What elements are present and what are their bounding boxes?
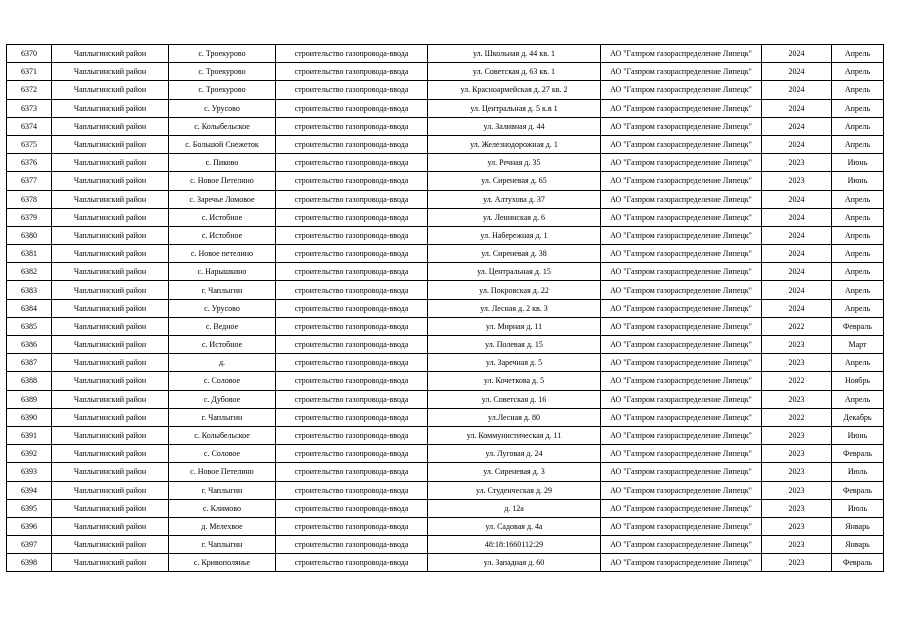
- organization-cell: АО "Газпром газораспределение Липецк": [601, 117, 762, 135]
- month-cell: Апрель: [832, 81, 884, 99]
- year-cell: 2024: [762, 99, 832, 117]
- organization-cell: АО "Газпром газораспределение Липецк": [601, 281, 762, 299]
- year-cell: 2022: [762, 372, 832, 390]
- district-cell: Чаплыгинский район: [52, 463, 169, 481]
- table-row: [7, 517, 884, 535]
- row-number-cell: 6389: [7, 390, 52, 408]
- organization-cell: АО "Газпром газораспределение Липецк": [601, 154, 762, 172]
- work-type-cell: строительство газопровода-ввода: [276, 63, 428, 81]
- work-type-cell: строительство газопровода-ввода: [276, 281, 428, 299]
- district-cell: Чаплыгинский район: [52, 81, 169, 99]
- table-row: [7, 426, 884, 444]
- district-cell: Чаплыгинский район: [52, 481, 169, 499]
- work-type-cell: строительство газопровода-ввода: [276, 426, 428, 444]
- work-type-cell: строительство газопровода-ввода: [276, 390, 428, 408]
- year-cell: 2024: [762, 117, 832, 135]
- work-type-cell: строительство газопровода-ввода: [276, 336, 428, 354]
- locality-cell: с. Кривополянье: [169, 554, 276, 572]
- year-cell: 2023: [762, 536, 832, 554]
- table-row: [7, 172, 884, 190]
- district-cell: Чаплыгинский район: [52, 245, 169, 263]
- month-cell: Апрель: [832, 99, 884, 117]
- work-type-cell: строительство газопровода-ввода: [276, 190, 428, 208]
- month-cell: Декабрь: [832, 408, 884, 426]
- address-cell: ул. Полевая д. 15: [428, 336, 601, 354]
- row-number-cell: 6371: [7, 63, 52, 81]
- table-row: [7, 208, 884, 226]
- table-row: [7, 226, 884, 244]
- work-type-cell: строительство газопровода-ввода: [276, 463, 428, 481]
- month-cell: Июнь: [832, 154, 884, 172]
- organization-cell: АО "Газпром газораспределение Липецк": [601, 463, 762, 481]
- address-cell: ул. Заречная д. 5: [428, 354, 601, 372]
- month-cell: Январь: [832, 536, 884, 554]
- district-cell: Чаплыгинский район: [52, 517, 169, 535]
- month-cell: Июль: [832, 463, 884, 481]
- month-cell: Февраль: [832, 445, 884, 463]
- row-number-cell: 6372: [7, 81, 52, 99]
- locality-cell: с. Климово: [169, 499, 276, 517]
- organization-cell: АО "Газпром газораспределение Липецк": [601, 372, 762, 390]
- locality-cell: с. Дубовое: [169, 390, 276, 408]
- address-cell: ул. Советская д. 63 кв. 1: [428, 63, 601, 81]
- district-cell: Чаплыгинский район: [52, 426, 169, 444]
- organization-cell: АО "Газпром газораспределение Липецк": [601, 226, 762, 244]
- year-cell: 2024: [762, 263, 832, 281]
- address-cell: ул. Западная д. 60: [428, 554, 601, 572]
- row-number-cell: 6384: [7, 299, 52, 317]
- organization-cell: АО "Газпром газораспределение Липецк": [601, 63, 762, 81]
- row-number-cell: 6386: [7, 336, 52, 354]
- district-cell: Чаплыгинский район: [52, 154, 169, 172]
- district-cell: Чаплыгинский район: [52, 336, 169, 354]
- row-number-cell: 6378: [7, 190, 52, 208]
- address-cell: ул. Центральная д. 15: [428, 263, 601, 281]
- table-row: [7, 190, 884, 208]
- address-cell: ул. Алтухова д. 37: [428, 190, 601, 208]
- month-cell: Апрель: [832, 208, 884, 226]
- month-cell: Апрель: [832, 245, 884, 263]
- locality-cell: с. Пиково: [169, 154, 276, 172]
- year-cell: 2023: [762, 445, 832, 463]
- row-number-cell: 6380: [7, 226, 52, 244]
- work-type-cell: строительство газопровода-ввода: [276, 172, 428, 190]
- locality-cell: с. Урусово: [169, 99, 276, 117]
- address-cell: ул. Луговая д. 24: [428, 445, 601, 463]
- locality-cell: с. Колыбельское: [169, 426, 276, 444]
- work-type-cell: строительство газопровода-ввода: [276, 135, 428, 153]
- year-cell: 2024: [762, 299, 832, 317]
- row-number-cell: 6390: [7, 408, 52, 426]
- organization-cell: АО "Газпром газораспределение Липецк": [601, 317, 762, 335]
- address-cell: ул. Набережная д. 1: [428, 226, 601, 244]
- address-cell: ул. Коммунистическая д. 11: [428, 426, 601, 444]
- work-type-cell: строительство газопровода-ввода: [276, 99, 428, 117]
- work-type-cell: строительство газопровода-ввода: [276, 263, 428, 281]
- year-cell: 2024: [762, 281, 832, 299]
- district-cell: Чаплыгинский район: [52, 135, 169, 153]
- month-cell: Апрель: [832, 63, 884, 81]
- address-cell: ул. Покровская д. 22: [428, 281, 601, 299]
- district-cell: Чаплыгинский район: [52, 445, 169, 463]
- year-cell: 2024: [762, 190, 832, 208]
- year-cell: 2023: [762, 517, 832, 535]
- month-cell: Апрель: [832, 281, 884, 299]
- month-cell: Июль: [832, 499, 884, 517]
- district-cell: Чаплыгинский район: [52, 208, 169, 226]
- locality-cell: г. Чаплыгин: [169, 281, 276, 299]
- row-number-cell: 6387: [7, 354, 52, 372]
- year-cell: 2022: [762, 317, 832, 335]
- table-row: [7, 45, 884, 63]
- organization-cell: АО "Газпром газораспределение Липецк": [601, 445, 762, 463]
- row-number-cell: 6383: [7, 281, 52, 299]
- row-number-cell: 6391: [7, 426, 52, 444]
- locality-cell: с. Заречье Ломовое: [169, 190, 276, 208]
- address-cell: ул. Ленинская д. 6: [428, 208, 601, 226]
- organization-cell: АО "Газпром газораспределение Липецк": [601, 263, 762, 281]
- district-cell: Чаплыгинский район: [52, 317, 169, 335]
- district-cell: Чаплыгинский район: [52, 117, 169, 135]
- address-cell: ул. Кочеткова д. 5: [428, 372, 601, 390]
- locality-cell: с. Соловое: [169, 445, 276, 463]
- row-number-cell: 6381: [7, 245, 52, 263]
- district-cell: Чаплыгинский район: [52, 554, 169, 572]
- address-cell: ул. Сиреневая д. 38: [428, 245, 601, 263]
- month-cell: Апрель: [832, 45, 884, 63]
- month-cell: Апрель: [832, 354, 884, 372]
- work-type-cell: строительство газопровода-ввода: [276, 372, 428, 390]
- address-cell: ул. Лесная д. 2 кв. 3: [428, 299, 601, 317]
- locality-cell: с. Большой Снежеток: [169, 135, 276, 153]
- month-cell: Апрель: [832, 263, 884, 281]
- table-row: [7, 481, 884, 499]
- year-cell: 2024: [762, 135, 832, 153]
- locality-cell: с. Новое петелино: [169, 245, 276, 263]
- organization-cell: АО "Газпром газораспределение Липецк": [601, 554, 762, 572]
- table-row: [7, 445, 884, 463]
- district-cell: Чаплыгинский район: [52, 190, 169, 208]
- address-cell: 48:18:1660112:29: [428, 536, 601, 554]
- organization-cell: АО "Газпром газораспределение Липецк": [601, 190, 762, 208]
- locality-cell: с. Нарышкино: [169, 263, 276, 281]
- locality-cell: д.: [169, 354, 276, 372]
- month-cell: Февраль: [832, 554, 884, 572]
- table-row: [7, 372, 884, 390]
- district-cell: Чаплыгинский район: [52, 281, 169, 299]
- address-cell: ул. Железнодорожная д. 1: [428, 135, 601, 153]
- work-type-cell: строительство газопровода-ввода: [276, 536, 428, 554]
- address-cell: ул. Садовая д. 4а: [428, 517, 601, 535]
- row-number-cell: 6373: [7, 99, 52, 117]
- locality-cell: с. Троекурово: [169, 81, 276, 99]
- table-body: [7, 45, 884, 572]
- row-number-cell: 6370: [7, 45, 52, 63]
- table-row: [7, 245, 884, 263]
- month-cell: Апрель: [832, 135, 884, 153]
- organization-cell: АО "Газпром газораспределение Липецк": [601, 172, 762, 190]
- row-number-cell: 6377: [7, 172, 52, 190]
- organization-cell: АО "Газпром газораспределение Липецк": [601, 536, 762, 554]
- month-cell: Апрель: [832, 299, 884, 317]
- locality-cell: с. Новое Петелино: [169, 172, 276, 190]
- row-number-cell: 6395: [7, 499, 52, 517]
- district-cell: Чаплыгинский район: [52, 499, 169, 517]
- table-row: [7, 263, 884, 281]
- work-type-cell: строительство газопровода-ввода: [276, 481, 428, 499]
- year-cell: 2023: [762, 172, 832, 190]
- month-cell: Апрель: [832, 226, 884, 244]
- organization-cell: АО "Газпром газораспределение Липецк": [601, 81, 762, 99]
- locality-cell: с. Урусово: [169, 299, 276, 317]
- work-type-cell: строительство газопровода-ввода: [276, 245, 428, 263]
- table-row: [7, 390, 884, 408]
- address-cell: ул. Школьная д. 44 кв. 1: [428, 45, 601, 63]
- gas-connection-table: [6, 44, 884, 572]
- year-cell: 2024: [762, 226, 832, 244]
- locality-cell: г. Чаплыгин: [169, 408, 276, 426]
- locality-cell: г. Чаплыгин: [169, 536, 276, 554]
- row-number-cell: 6397: [7, 536, 52, 554]
- year-cell: 2023: [762, 463, 832, 481]
- year-cell: 2023: [762, 481, 832, 499]
- address-cell: ул. Красноармейская д. 27 кв. 2: [428, 81, 601, 99]
- address-cell: ул. Советская д. 16: [428, 390, 601, 408]
- table-row: [7, 99, 884, 117]
- month-cell: Июнь: [832, 426, 884, 444]
- address-cell: ул. Речная д. 35: [428, 154, 601, 172]
- table-row: [7, 554, 884, 572]
- locality-cell: с. Новое Петелино: [169, 463, 276, 481]
- locality-cell: с. Троекурово: [169, 45, 276, 63]
- district-cell: Чаплыгинский район: [52, 172, 169, 190]
- row-number-cell: 6379: [7, 208, 52, 226]
- table-row: [7, 63, 884, 81]
- year-cell: 2023: [762, 390, 832, 408]
- work-type-cell: строительство газопровода-ввода: [276, 499, 428, 517]
- year-cell: 2023: [762, 499, 832, 517]
- table-row: [7, 463, 884, 481]
- district-cell: Чаплыгинский район: [52, 536, 169, 554]
- organization-cell: АО "Газпром газораспределение Липецк": [601, 426, 762, 444]
- district-cell: Чаплыгинский район: [52, 372, 169, 390]
- row-number-cell: 6396: [7, 517, 52, 535]
- row-number-cell: 6393: [7, 463, 52, 481]
- work-type-cell: строительство газопровода-ввода: [276, 354, 428, 372]
- work-type-cell: строительство газопровода-ввода: [276, 117, 428, 135]
- organization-cell: АО "Газпром газораспределение Липецк": [601, 45, 762, 63]
- year-cell: 2023: [762, 154, 832, 172]
- address-cell: ул. Заливная д. 44: [428, 117, 601, 135]
- address-cell: ул. Сиреневая д. 65: [428, 172, 601, 190]
- locality-cell: г. Чаплыгин: [169, 481, 276, 499]
- month-cell: Январь: [832, 517, 884, 535]
- table-row: [7, 154, 884, 172]
- work-type-cell: строительство газопровода-ввода: [276, 299, 428, 317]
- work-type-cell: строительство газопровода-ввода: [276, 445, 428, 463]
- month-cell: Апрель: [832, 190, 884, 208]
- work-type-cell: строительство газопровода-ввода: [276, 554, 428, 572]
- table-row: [7, 536, 884, 554]
- row-number-cell: 6388: [7, 372, 52, 390]
- organization-cell: АО "Газпром газораспределение Липецк": [601, 135, 762, 153]
- work-type-cell: строительство газопровода-ввода: [276, 517, 428, 535]
- table-row: [7, 281, 884, 299]
- year-cell: 2024: [762, 245, 832, 263]
- row-number-cell: 6375: [7, 135, 52, 153]
- row-number-cell: 6398: [7, 554, 52, 572]
- row-number-cell: 6376: [7, 154, 52, 172]
- year-cell: 2023: [762, 354, 832, 372]
- work-type-cell: строительство газопровода-ввода: [276, 226, 428, 244]
- table-row: [7, 499, 884, 517]
- organization-cell: АО "Газпром газораспределение Липецк": [601, 408, 762, 426]
- organization-cell: АО "Газпром газораспределение Липецк": [601, 99, 762, 117]
- table-row: [7, 408, 884, 426]
- month-cell: Июнь: [832, 172, 884, 190]
- district-cell: Чаплыгинский район: [52, 263, 169, 281]
- row-number-cell: 6394: [7, 481, 52, 499]
- locality-cell: д. Мелехвое: [169, 517, 276, 535]
- year-cell: 2023: [762, 426, 832, 444]
- organization-cell: АО "Газпром газораспределение Липецк": [601, 517, 762, 535]
- district-cell: Чаплыгинский район: [52, 390, 169, 408]
- year-cell: 2023: [762, 554, 832, 572]
- month-cell: Апрель: [832, 390, 884, 408]
- month-cell: Март: [832, 336, 884, 354]
- organization-cell: АО "Газпром газораспределение Липецк": [601, 390, 762, 408]
- work-type-cell: строительство газопровода-ввода: [276, 317, 428, 335]
- organization-cell: АО "Газпром газораспределение Липецк": [601, 208, 762, 226]
- locality-cell: с. Истобное: [169, 226, 276, 244]
- table-row: [7, 299, 884, 317]
- district-cell: Чаплыгинский район: [52, 354, 169, 372]
- work-type-cell: строительство газопровода-ввода: [276, 154, 428, 172]
- address-cell: ул. Студенческая д. 29: [428, 481, 601, 499]
- table-row: [7, 135, 884, 153]
- year-cell: 2023: [762, 336, 832, 354]
- row-number-cell: 6382: [7, 263, 52, 281]
- work-type-cell: строительство газопровода-ввода: [276, 45, 428, 63]
- organization-cell: АО "Газпром газораспределение Липецк": [601, 354, 762, 372]
- month-cell: Февраль: [832, 317, 884, 335]
- year-cell: 2022: [762, 408, 832, 426]
- address-cell: ул. Мирная д. 11: [428, 317, 601, 335]
- row-number-cell: 6374: [7, 117, 52, 135]
- organization-cell: АО "Газпром газораспределение Липецк": [601, 499, 762, 517]
- month-cell: Апрель: [832, 117, 884, 135]
- district-cell: Чаплыгинский район: [52, 226, 169, 244]
- district-cell: Чаплыгинский район: [52, 63, 169, 81]
- row-number-cell: 6392: [7, 445, 52, 463]
- address-cell: ул.Лесная д. 80: [428, 408, 601, 426]
- address-cell: ул. Центральная д. 5 к.в 1: [428, 99, 601, 117]
- locality-cell: с. Троекурово: [169, 63, 276, 81]
- year-cell: 2024: [762, 45, 832, 63]
- year-cell: 2024: [762, 81, 832, 99]
- work-type-cell: строительство газопровода-ввода: [276, 81, 428, 99]
- table-row: [7, 81, 884, 99]
- organization-cell: АО "Газпром газораспределение Липецк": [601, 299, 762, 317]
- address-cell: ул. Сиреневая д. 3: [428, 463, 601, 481]
- locality-cell: с. Истобное: [169, 336, 276, 354]
- table-row: [7, 354, 884, 372]
- table-row: [7, 117, 884, 135]
- district-cell: Чаплыгинский район: [52, 45, 169, 63]
- locality-cell: с. Ведное: [169, 317, 276, 335]
- locality-cell: с. Колыбельское: [169, 117, 276, 135]
- organization-cell: АО "Газпром газораспределение Липецк": [601, 336, 762, 354]
- district-cell: Чаплыгинский район: [52, 408, 169, 426]
- month-cell: Февраль: [832, 481, 884, 499]
- row-number-cell: 6385: [7, 317, 52, 335]
- district-cell: Чаплыгинский район: [52, 299, 169, 317]
- locality-cell: с. Истобное: [169, 208, 276, 226]
- work-type-cell: строительство газопровода-ввода: [276, 208, 428, 226]
- organization-cell: АО "Газпром газораспределение Липецк": [601, 481, 762, 499]
- address-cell: д. 12а: [428, 499, 601, 517]
- district-cell: Чаплыгинский район: [52, 99, 169, 117]
- table-row: [7, 317, 884, 335]
- locality-cell: с. Соловое: [169, 372, 276, 390]
- year-cell: 2024: [762, 208, 832, 226]
- organization-cell: АО "Газпром газораспределение Липецк": [601, 245, 762, 263]
- table-row: [7, 336, 884, 354]
- month-cell: Ноябрь: [832, 372, 884, 390]
- year-cell: 2024: [762, 63, 832, 81]
- work-type-cell: строительство газопровода-ввода: [276, 408, 428, 426]
